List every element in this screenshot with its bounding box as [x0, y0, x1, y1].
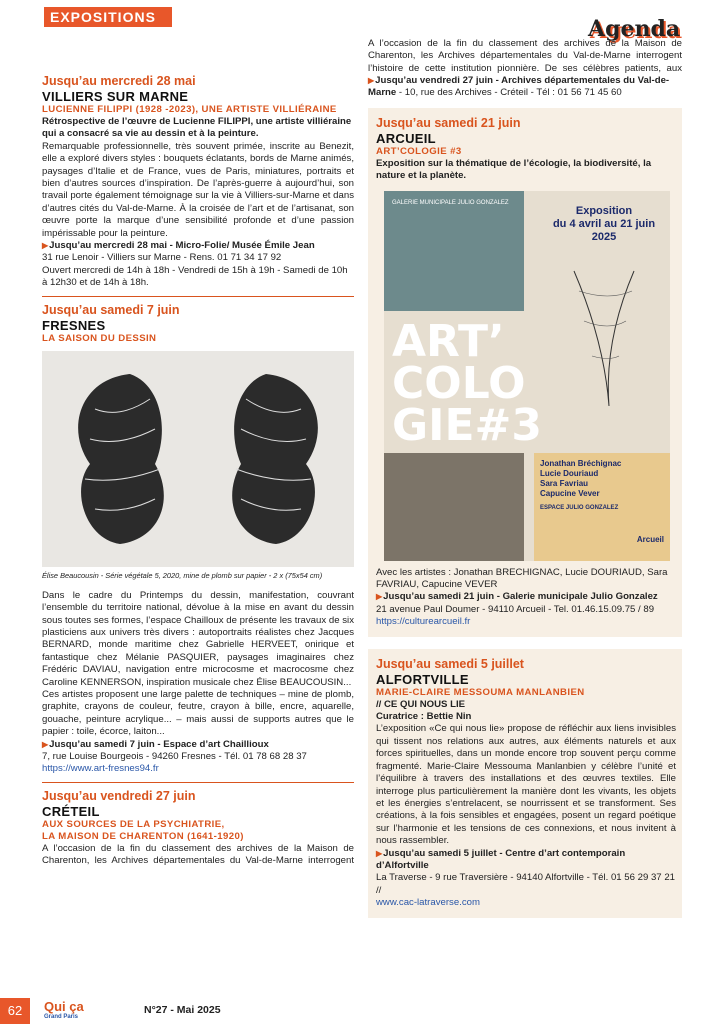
poster-title-line: GIE#3: [392, 399, 543, 451]
event-city: VILLIERS SUR MARNE: [42, 89, 189, 104]
event-body: L’exposition «Ce qui nous lie» propose de réfléchir aux liens invisibles qui tissent nos relations aux autres, aux éléments naturels et aux forces spirituelles, dans un monde encore trop souvent perçu comme fragmenté. Marie-Claire Messouma Manlanbien y célèbre l’unité et l’équilibre à travers des installations et des œuvres textiles. Elle interroge plus particulièrement la manière dont les vivants, les objets et les énergies s’entrelacent, se nourrissent et se transforment. Ses créations, à la fois sensibles et engagées, posent un regard poétique sur l’harmonie et les tensions de ces connexions, et nous invitent à nous rassembler.: [376, 723, 676, 847]
event-subtitle: MARIE-CLAIRE MESSOUMA MANLANBIEN: [376, 686, 585, 698]
event-date: Jusqu’au samedi 5 juillet: [376, 656, 524, 671]
artwork-image: [42, 351, 354, 567]
event-body-2: Ces artistes proposent une large palette de techniques – mine de plomb, graphite, crayons de couleur, feutre, crayon à bille, encre, aquarelle, gouache, peinture acrylique... – mais aussi de supports autres que le papier : toile, écorce, laiton...: [42, 688, 354, 738]
page-number: 62: [0, 998, 30, 1024]
arcueil-box: [368, 108, 682, 637]
drawing-right-image: [216, 369, 336, 549]
poster-brand-logo: Arcueil: [636, 534, 664, 544]
poster-space: ESPACE JULIO GONZALEZ: [540, 504, 619, 511]
event-subtitle: AUX SOURCES DE LA PSYCHIATRIE,: [42, 818, 225, 830]
event-info: [368, 75, 682, 100]
event-info: [376, 591, 676, 603]
event-date: Jusqu’au samedi 21 juin: [376, 115, 521, 130]
magazine-logo-sub: Grand Paris: [44, 1014, 79, 1020]
event-body-text: A l’occasion de la fin du classement des archives de la Maison de Charenton, les Archives départementales du Val-de-Marne interrogent: [42, 842, 354, 867]
event-address: - 10, rue des Archives - Créteil - Tél : 01 56 71 45 60: [396, 87, 622, 99]
event-lead: Rétrospective de l’œuvre de Lucienne FILIPPI, une artiste villiéraine qui a consacré sa vie au dessin et à la peinture.: [42, 116, 352, 140]
event-address: La Traverse - 9 rue Traversière - 94140 Alfortville - Tél. 01 56 29 37 21 //: [376, 872, 675, 896]
image-caption: Élise Beaucousin - Série végétale 5, 2020, mine de plomb sur papier - 2 x (75x54 cm): [42, 570, 323, 580]
event-info-bold: ▶ Jusqu’au vendredi 27 juin - Archives départementales du Val-de-Marne: [368, 75, 669, 98]
poster-gallery: GALERIE MUNICIPALE JULIO GONZALEZ: [392, 199, 509, 206]
event-date: Jusqu’au mercredi 28 mai: [42, 74, 196, 88]
footer: [0, 998, 724, 1024]
divider: [42, 296, 354, 297]
event-address: 31 rue Lenoir - Villiers sur Marne - Rens. 01 71 34 17 92: [42, 252, 282, 264]
event-info-bold: ▶ Jusqu’au samedi 7 juin - Espace d’art Chaillioux: [42, 739, 269, 750]
event-info-bold: ▶ Jusqu’au mercredi 28 mai - Micro-Folie/ Musée Émile Jean: [42, 240, 315, 251]
creteil-continued: [368, 38, 682, 75]
event-body: Dans le cadre du Printemps du dessin, manifestation, couvrant l’ensemble du territoire national, dévolue à la mise en avant du dessin sous toutes ses formes, l’espace Chailloux de présente les travaux de six plasticiens aux univers très divers : autoportraits réalistes chez Jacques BERNARD, monde maritime chez Gabrielle HERVEET, onirique et fantastique chez Mélanie PASQUIER, paysages imaginaires chez Frédéric DAVIAU, navigation entre microcosme et macrocosme chez Caroline KENNERSON, inspiration musicale chez Élise BEAUCOUSIN...: [42, 589, 354, 688]
section-tab: EXPOSITIONS: [44, 7, 172, 27]
left-column: [42, 74, 354, 867]
poster-title-line: COLO: [392, 357, 526, 409]
event-hours: Ouvert mercredi de 14h à 18h - Vendredi de 15h à 19h - Samedi de 10h à 12h30 et de 14h à 18h.: [42, 264, 348, 289]
agenda-logo: Agenda: [588, 16, 681, 42]
event-info-bold: ▶ Jusqu’au samedi 5 juillet - Centre d’art contemporain d’Alfortville: [376, 848, 625, 871]
poster-artists: [534, 453, 670, 561]
event-info: [42, 240, 354, 252]
event-body: Remarquable professionnelle, très souvent primée, inscrite au Benezit, elle a exploré divers styles : bouquets éclatants, bords de Marne animés, paysages d’Italie et de France, vues de Paris, miniatures, portraits et bien d’autres sources d’inspiration. De l’après-guerre à aujourd’hui, son travail porte également témoignage sur la vie à Villiers-sur-Marne et dans d’autres cités du Val-de-Marne. À la croisée de l’art et de l’artisanat, son œuvre porte la marque d’une sensibilité profonde et d’une passion impérissable pour la peinture.: [42, 140, 354, 239]
event-address: 7, rue Louise Bourgeois - 94260 Fresnes - Tél. 01 78 68 28 37: [42, 750, 307, 762]
event-address: 21 avenue Paul Doumer - 94110 Arcueil - Tel. 01.46.15.09.75 / 89: [376, 603, 655, 615]
event-body: [42, 843, 354, 867]
exhibition-poster: [384, 191, 670, 561]
event-link[interactable]: www.cac-latraverse.com: [376, 897, 480, 909]
alfortville-box: [368, 649, 682, 918]
magazine-logo-text: Qui ça: [44, 999, 84, 1014]
event-info-bold: ▶ Jusqu’au samedi 21 juin - Galerie municipale Julio Gonzalez: [376, 591, 658, 602]
drawing-left-image: [60, 369, 180, 549]
event-subtitle-2: LA MAISON DE CHARENTON (1641-1920): [42, 830, 244, 842]
poster-artist: Capucine Vever: [540, 488, 600, 498]
poster-expo-label: Exposition: [575, 204, 633, 217]
event-city: ARCUEIL: [376, 130, 436, 146]
poster-title-line: ART’: [392, 315, 505, 367]
fresnes-article: [42, 303, 354, 776]
right-column: [368, 38, 682, 918]
issue-number: N°27 - Mai 2025: [144, 1004, 221, 1016]
event-city: FRESNES: [42, 317, 106, 333]
event-lead: Exposition sur la thématique de l’écologie, la biodiversité, la nature et la planète.: [376, 157, 652, 182]
event-link[interactable]: https://culturearcueil.fr: [376, 616, 471, 628]
event-city: ALFORTVILLE: [376, 671, 469, 687]
poster-dates: du 4 avril au 21 juin 2025: [552, 217, 656, 243]
event-date: Jusqu’au samedi 7 juin: [42, 302, 180, 317]
event-subtitle: LA SAISON DU DESSIN: [42, 332, 157, 344]
event-title-2: // CE QUI NOUS LIE: [376, 698, 466, 710]
artists-line: Avec les artistes : Jonathan BRECHIGNAC, Lucie DOURIAUD, Sara FAVRIAU, Capucine VEVER: [376, 566, 668, 591]
magazine-logo: [44, 999, 84, 1020]
villiers-article: [42, 74, 354, 290]
sculpture-image: [554, 261, 654, 411]
event-info: [42, 739, 354, 751]
poster-artist: Sara Favriau: [540, 478, 589, 488]
event-date: Jusqu’au vendredi 27 juin: [42, 788, 196, 803]
event-link[interactable]: https://www.art-fresnes94.fr: [42, 763, 159, 775]
event-subtitle: LUCIENNE FILIPPI (1928 -2023), UNE ARTISTE VILLIÉRAINE: [42, 104, 337, 115]
poster-artist: Jonathan Bréchignac: [540, 458, 622, 468]
event-subtitle: ART’COLOGIE #3: [376, 145, 462, 157]
creteil-article: [42, 789, 354, 867]
divider: [42, 782, 354, 783]
event-curator: Curatrice : Bettie Nin: [376, 711, 472, 723]
event-info: [376, 848, 676, 873]
poster-expo: [544, 205, 664, 244]
poster-title: [392, 315, 543, 451]
poster-photo-bottom: [384, 453, 524, 561]
event-body-text: A l’occasion de la fin du classement des archives de la Maison de Charenton, les Archives départementales du Val-de-Marne interrogent l’histoire de cette institution pionnière. De ses célèbres patients, aux: [368, 38, 682, 74]
poster-artist: Lucie Douriaud: [540, 468, 599, 478]
event-city: CRÉTEIL: [42, 803, 100, 819]
